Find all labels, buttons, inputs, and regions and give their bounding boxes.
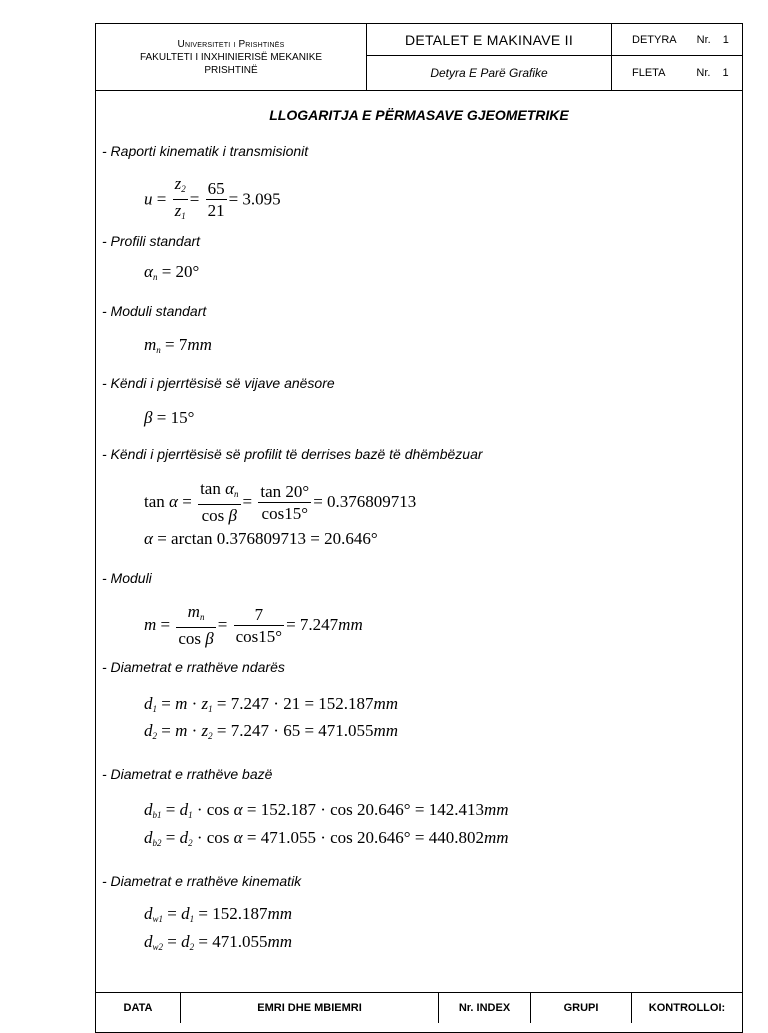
section-heading: - Moduli standart <box>102 303 207 319</box>
db1-value: 142.413 <box>428 800 484 819</box>
section-heading: - Diametrat e rrathëve ndarës <box>102 659 285 675</box>
alpha-value: 20.646° <box>324 529 378 548</box>
d2-value: 471.055 <box>318 721 374 740</box>
equation-ratio: u = $\frac{z_2}{z_1}$ = $\frac{65}{21}$ = 3.095 <box>144 174 281 221</box>
z2-value: 65 <box>207 179 225 198</box>
tan-alpha-ref: 0.376809713 <box>216 529 307 548</box>
section-heading: - Raporti kinematik i transmisionit <box>102 143 309 159</box>
task-label: DETYRA <box>632 33 677 46</box>
mn-value: 7 <box>178 335 188 354</box>
d2-ref: 471.055 <box>212 932 268 951</box>
equation-dw1: $d_{w1} = d_1 = 152.187mm$ <box>144 904 293 924</box>
equation-module-standard: $m_n = 7mm$ <box>144 335 212 355</box>
alpha-ref: 20.646° <box>357 828 411 847</box>
task-nr-label: Nr. <box>696 33 711 46</box>
institution-cell <box>96 24 367 90</box>
sheet-nr: 1 <box>722 67 729 79</box>
m-value: 7.247 <box>299 614 339 634</box>
page-title: LLOGARITJA E PËRMASAVE GJEOMETRIKE <box>269 107 569 123</box>
m-ref: 7.247 <box>230 694 270 713</box>
d1-ref: 152.187 <box>212 904 268 923</box>
equation-tan-alpha: tan α = $\frac{\tan \alpha_n}{\text{cos β}}$ = $\frac{\tan 20^\circ}{\cos 15^\circ}$ = 0.376809713 <box>144 479 417 525</box>
z1-ref: 21 <box>283 694 301 713</box>
footer-date: DATA <box>96 993 181 1023</box>
section-heading: - Profili standart <box>102 233 201 249</box>
unit: mm <box>267 932 293 951</box>
section-heading: - Diametrat e rrathëve kinematik <box>102 873 302 889</box>
equation-alpha: α = arctan 0.376809713 = 20.646° <box>144 529 378 548</box>
faculty-name: FAKULTETI I INXHINIERISË MEKANIKE <box>139 51 323 63</box>
unit: mm <box>483 828 509 847</box>
ratio-value: 3.095 <box>242 189 281 209</box>
db2-value: 440.802 <box>428 828 484 847</box>
equation-db2: $d_{b2} = d_2 \cdot \cos \alpha = 471.055 \cdot \cos 20.646^\circ = 440.802mm$ <box>144 828 509 848</box>
section-heading: - Këndi i pjerrtësisë së profilit të derrises bazë të dhëmbëzuar <box>102 446 483 462</box>
footer-table <box>96 992 742 1033</box>
z1-value: 21 <box>207 201 225 220</box>
d1-ref: 152.187 <box>260 800 316 819</box>
equation-profile: $\alpha_n = 20^\circ$ <box>144 262 200 282</box>
equation-dw2: $d_{w2} = d_2 = 471.055mm$ <box>144 932 293 952</box>
footer-checked: KONTROLLOI: <box>648 1002 726 1014</box>
footer-name: EMRI DHE MBIEMRI <box>181 993 439 1023</box>
equation-beta: β = 15° <box>144 408 195 427</box>
m-num: 7 <box>234 605 284 626</box>
header-block <box>96 24 742 91</box>
unit: mm <box>373 721 399 740</box>
equation-db1: $d_{b1} = d_1 \cdot \cos \alpha = 152.187 \cdot \cos 20.646^\circ = 142.413mm$ <box>144 800 509 820</box>
sheet-number-cell <box>612 56 742 90</box>
equation-d1: $d_1 = m \cdot z_1 = 7.247 \cdot 21 = 152.187mm$ <box>144 694 399 714</box>
task-number-cell <box>612 24 742 56</box>
m-ref: 7.247 <box>230 721 270 740</box>
alpha-n-value: 20° <box>175 262 200 281</box>
section-heading: - Këndi i pjerrtësisë së vijave anësore <box>102 375 335 391</box>
footer-group: GRUPI <box>531 993 632 1023</box>
unit: mm <box>267 904 293 923</box>
assignment-subtitle: Detyra E Parë Grafike <box>367 56 612 90</box>
tan-alpha-value: 0.376809713 <box>327 491 417 511</box>
alpha-ref: 20.646° <box>357 800 411 819</box>
sheet-nr-label: Nr. <box>696 67 711 79</box>
footer-index: Nr. INDEX <box>439 993 531 1023</box>
beta-value: 15° <box>170 408 195 427</box>
equation-module: m = $\frac{m_n}{\text{cos β}}$ = $\frac{7}{\cos 15^\circ}$ = 7.247mm <box>144 602 363 648</box>
unit: mm <box>483 800 509 819</box>
section-heading: - Diametrat e rrathëve bazë <box>102 766 273 782</box>
course-title: DETALET E MAKINAVE II <box>367 24 612 56</box>
unit: mm <box>338 614 363 634</box>
unit: mm <box>373 694 399 713</box>
z2-ref: 65 <box>283 721 301 740</box>
d1-value: 152.187 <box>318 694 374 713</box>
worksheet <box>95 23 743 1033</box>
sheet-label: FLETA <box>632 67 666 79</box>
unit: mm <box>187 335 212 354</box>
section-heading: - Moduli <box>102 570 152 586</box>
equation-d2: $d_2 = m \cdot z_2 = 7.247 \cdot 65 = 471.055mm$ <box>144 721 399 741</box>
d2-ref: 471.055 <box>260 828 316 847</box>
city-name: PRISHTINË <box>204 64 258 76</box>
task-nr: 1 <box>722 33 729 46</box>
university-name: Universiteti i Prishtinës <box>177 38 285 50</box>
